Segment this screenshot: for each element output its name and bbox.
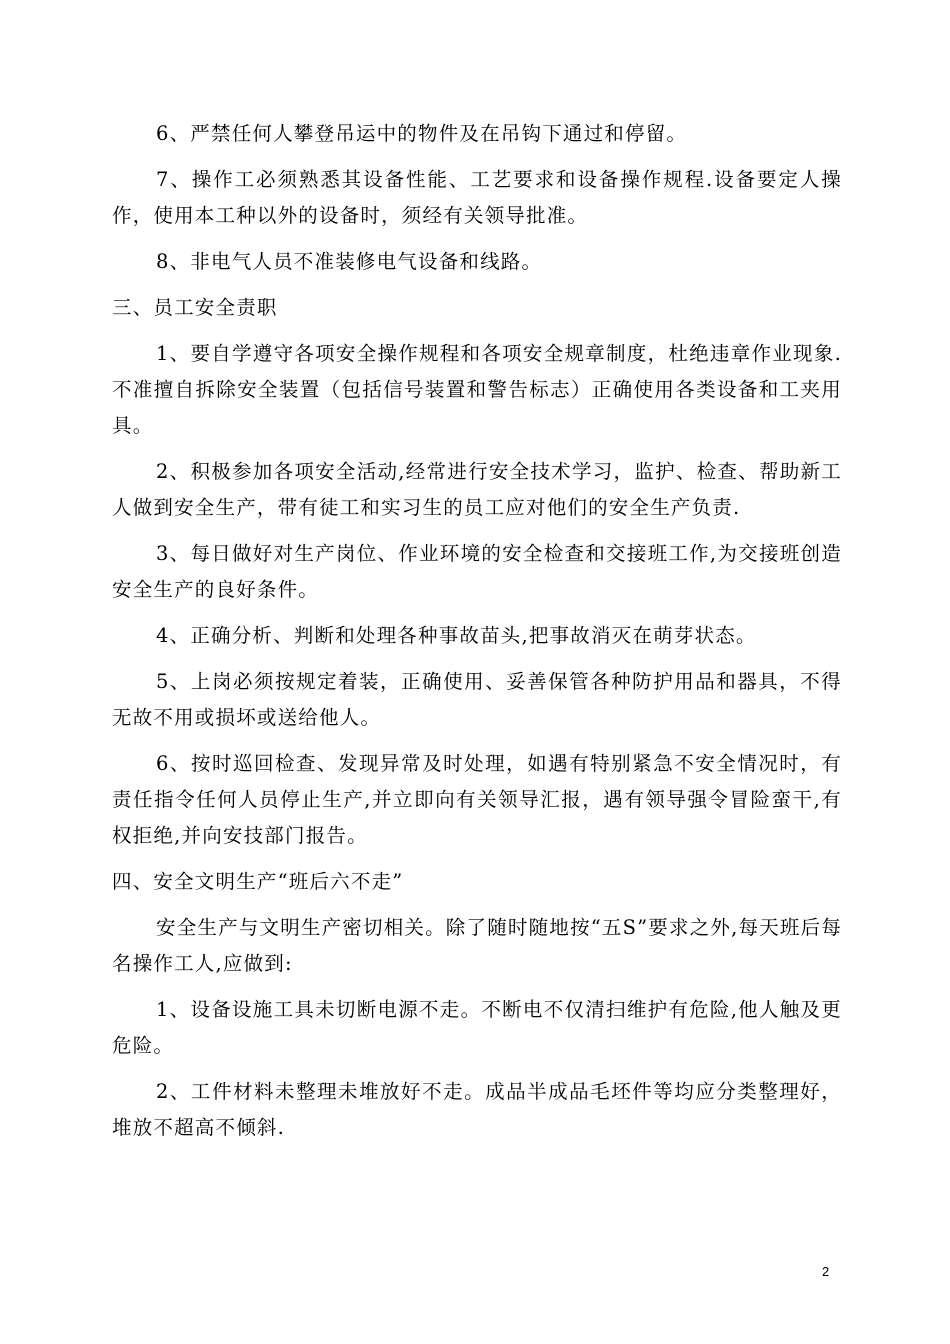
duty-item-6: 6、按时巡回检查、发现异常及时处理，如遇有特别紧急不安全情况时，有责任指令任何人员停止生产,并立即向有关领导汇报，遇有领导强令冒险蛮干,有权拒绝,并向安技部门报告。 [112, 752, 842, 847]
duty-item-5: 5、上岗必须按规定着装，正确使用、妥善保管各种防护用品和器具，不得无故不用或损坏或送给他人。 [112, 670, 842, 729]
section-heading-4: 四、安全文明生产“班后六不走” [112, 870, 404, 893]
duty-item-4: 4、正确分析、判断和处理各种事故苗头,把事故消灭在萌芽状态。 [156, 624, 757, 647]
duty-item-2: 2、积极参加各项安全活动,经常进行安全技术学习，监护、检查、帮助新工人做到安全生产，带有徒工和实习生的员工应对他们的安全生产负责. [112, 460, 842, 519]
section-intro: 安全生产与文明生产密切相关。除了随时随地按“五S”要求之外,每天班后每名操作工人,应做到: [112, 916, 842, 975]
rule-after-shift-1: 1、设备设施工具未切断电源不走。不断电不仅清扫维护有危险,他人触及更危险。 [112, 998, 842, 1057]
rule-item-6: 6、严禁任何人攀登吊运中的物件及在吊钩下通过和停留。 [156, 122, 688, 145]
rule-after-shift-2: 2、工件材料未整理未堆放好不走。成品半成品毛坯件等均应分类整理好，堆放不超高不倾斜. [112, 1080, 842, 1139]
page-number: 2 [822, 1264, 830, 1279]
rule-item-7: 7、操作工必须熟悉其设备性能、工艺要求和设备操作规程.设备要定人操作，使用本工种以外的设备时，须经有关领导批准。 [112, 168, 842, 227]
section-heading-3: 三、员工安全责职 [112, 296, 278, 319]
duty-item-1: 1、要自学遵守各项安全操作规程和各项安全规章制度，杜绝违章作业现象.不准擅自拆除安全装置（包括信号装置和警告标志）正确使用各类设备和工夹用具。 [112, 342, 842, 437]
duty-item-3: 3、每日做好对生产岗位、作业环境的安全检查和交接班工作,为交接班创造安全生产的良好条件。 [112, 542, 842, 601]
rule-item-8: 8、非电气人员不准装修电气设备和线路。 [156, 250, 543, 273]
document-body [112, 116, 842, 1156]
